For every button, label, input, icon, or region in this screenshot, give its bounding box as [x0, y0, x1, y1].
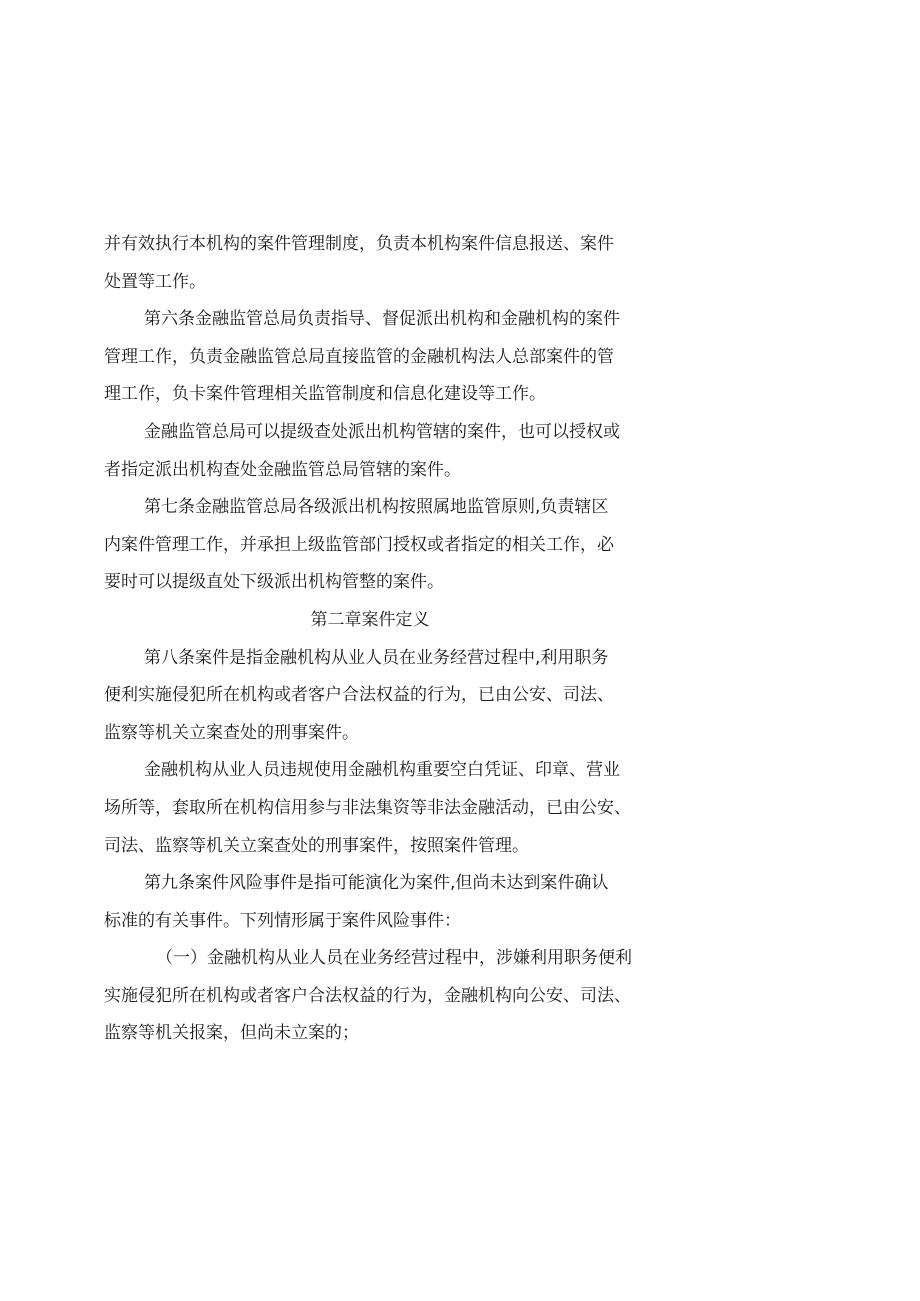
- text-line: 并有效执行本机构的案件管理制度，负责本机构案件信息报送、案件: [104, 234, 614, 254]
- article-7-line: 第七条金融监管总局各级派出机构按照属地监管原则,负责辖区: [144, 497, 609, 518]
- text-line: 理工作，负卡案件管理相关监管制度和信息化建设等工作。: [104, 384, 546, 405]
- text-line: 监察等机关报案，但尚未立案的；: [104, 1023, 359, 1044]
- text-line: 标准的有关事件。下列情形属于案件风险事件：: [104, 910, 461, 931]
- text-line: 实施侵犯所在机构或者客户合法权益的行为，金融机构向公安、司法、: [104, 985, 631, 1006]
- text-line: 司法、监察等机关立案查处的刑事案件，按照案件管理。: [104, 835, 529, 856]
- article-8-line: 第八条案件是指金融机构从业人员在业务经营过程中,利用职务: [144, 647, 609, 668]
- text-line: 金融监管总局可以提级查处派出机构管辖的案件，也可以授权或: [144, 421, 620, 442]
- text-line: 金融机构从业人员违规使用金融机构重要空白凭证、印章、营业: [144, 760, 620, 781]
- text-line: 场所等，套取所在机构信用参与非法集资等非法金融活动，已由公安、: [104, 797, 631, 818]
- text-line: 者指定派出机构查处金融监管总局管辖的案件。: [104, 459, 461, 480]
- list-item-1-line: （一）金融机构从业人员在业务经营过程中，涉嫌利用职务便利: [156, 948, 632, 969]
- text-line: 要时可以提级直处下级派出机构管整的案件。: [104, 572, 444, 593]
- text-line: 便利实施侵犯所在机构或者客户合法权益的行为，已由公安、司法、: [104, 685, 614, 706]
- text-line: 管理工作，负责金融监管总局直接监管的金融机构法人总部案件的管: [104, 346, 614, 367]
- text-line: 处置等工作。: [104, 271, 206, 292]
- chapter-heading: 第二章案件定义: [310, 609, 430, 630]
- text-line: 监察等机关立案查处的刑事案件。: [104, 722, 359, 743]
- document-body: [104, 226, 632, 1053]
- text-line: 内案件管理工作，并承担上级监管部门授权或者指定的相关工作，必: [104, 534, 614, 555]
- article-6-line: 第六条金融监管总局负责指导、督促派出机构和金融机构的案件: [144, 309, 620, 330]
- article-9-line: 第九条案件风险事件是指可能演化为案件,但尚未达到案件确认: [144, 873, 609, 894]
